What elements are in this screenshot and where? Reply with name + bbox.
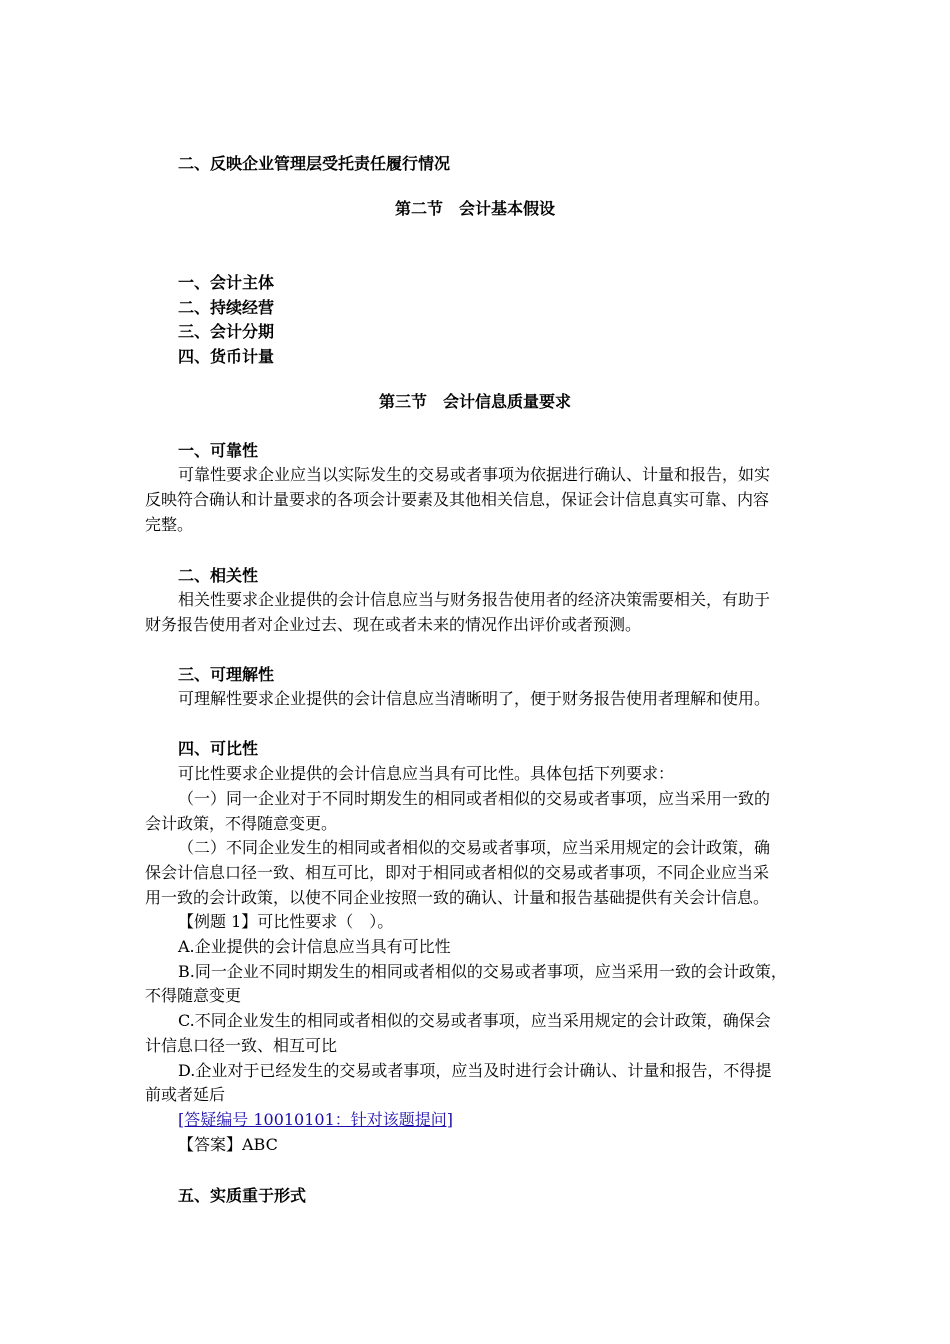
paragraph-line: 用一致的会计政策，以使不同企业按照一致的确认、计量和报告基础提供有关会计信息。: [145, 888, 770, 907]
heading-reliability: 一、可靠性: [178, 441, 259, 460]
assumption-item-3: 三、会计分期: [178, 322, 275, 341]
heading-comparability: 四、可比性: [178, 739, 259, 758]
paragraph-line: 相关性要求企业提供的会计信息应当与财务报告使用者的经济决策需要相关，有助于: [178, 590, 771, 609]
paragraph-line: 可理解性要求企业提供的会计信息应当清晰明了，便于财务报告使用者理解和使用。: [178, 689, 771, 708]
heading-understandability: 三、可理解性: [178, 665, 275, 684]
heading-relevance: 二、相关性: [178, 566, 259, 585]
assumption-item-4: 四、货币计量: [178, 347, 275, 366]
option-c: C.不同企业发生的相同或者相似的交易或者事项，应当采用规定的会计政策，确保会: [178, 1011, 771, 1030]
paragraph-line: （二）不同企业发生的相同或者相似的交易或者事项，应当采用规定的会计政策，确: [178, 838, 771, 857]
example-title: 【例题 1】可比性要求（ ）。: [178, 912, 394, 931]
section-2-title: 第二节 会计基本假设: [394, 199, 555, 218]
option-b-continued: 不得随意变更: [145, 986, 242, 1005]
option-a: A.企业提供的会计信息应当具有可比性: [178, 937, 451, 956]
paragraph-line: 保会计信息口径一致、相互可比，即对于相同或者相似的交易或者事项，不同企业应当采: [145, 863, 770, 882]
paragraph-line: 会计政策，不得随意变更。: [145, 814, 338, 833]
section-3-title: 第三节 会计信息质量要求: [378, 392, 571, 411]
ask-question-link[interactable]: [答疑编号 10010101：针对该题提问]: [178, 1110, 454, 1129]
option-c-continued: 计信息口径一致、相互可比: [145, 1036, 338, 1055]
paragraph-line: （一）同一企业对于不同时期发生的相同或者相似的交易或者事项，应当采用一致的: [178, 789, 771, 808]
option-d: D.企业对于已经发生的交易或者事项，应当及时进行会计确认、计量和报告，不得提: [178, 1061, 772, 1080]
paragraph-line: 可比性要求企业提供的会计信息应当具有可比性。具体包括下列要求：: [178, 764, 675, 783]
assumption-item-1: 一、会计主体: [178, 273, 275, 292]
assumption-item-2: 二、持续经营: [178, 298, 275, 317]
heading-fanying: 二、反映企业管理层受托责任履行情况: [178, 154, 451, 173]
heading-substance-over-form: 五、实质重于形式: [178, 1186, 307, 1205]
paragraph-line: 财务报告使用者对企业过去、现在或者未来的情况作出评价或者预测。: [145, 615, 642, 634]
paragraph-line: 完整。: [145, 515, 194, 534]
paragraph-line: 反映符合确认和计量要求的各项会计要素及其他相关信息，保证会计信息真实可靠、内容: [145, 490, 770, 509]
option-b: B.同一企业不同时期发生的相同或者相似的交易或者事项，应当采用一致的会计政策，: [178, 962, 787, 981]
answer-line: 【答案】ABC: [178, 1135, 278, 1154]
paragraph-line: 可靠性要求企业应当以实际发生的交易或者事项为依据进行确认、计量和报告，如实: [178, 465, 771, 484]
option-d-continued: 前或者延后: [145, 1085, 226, 1104]
